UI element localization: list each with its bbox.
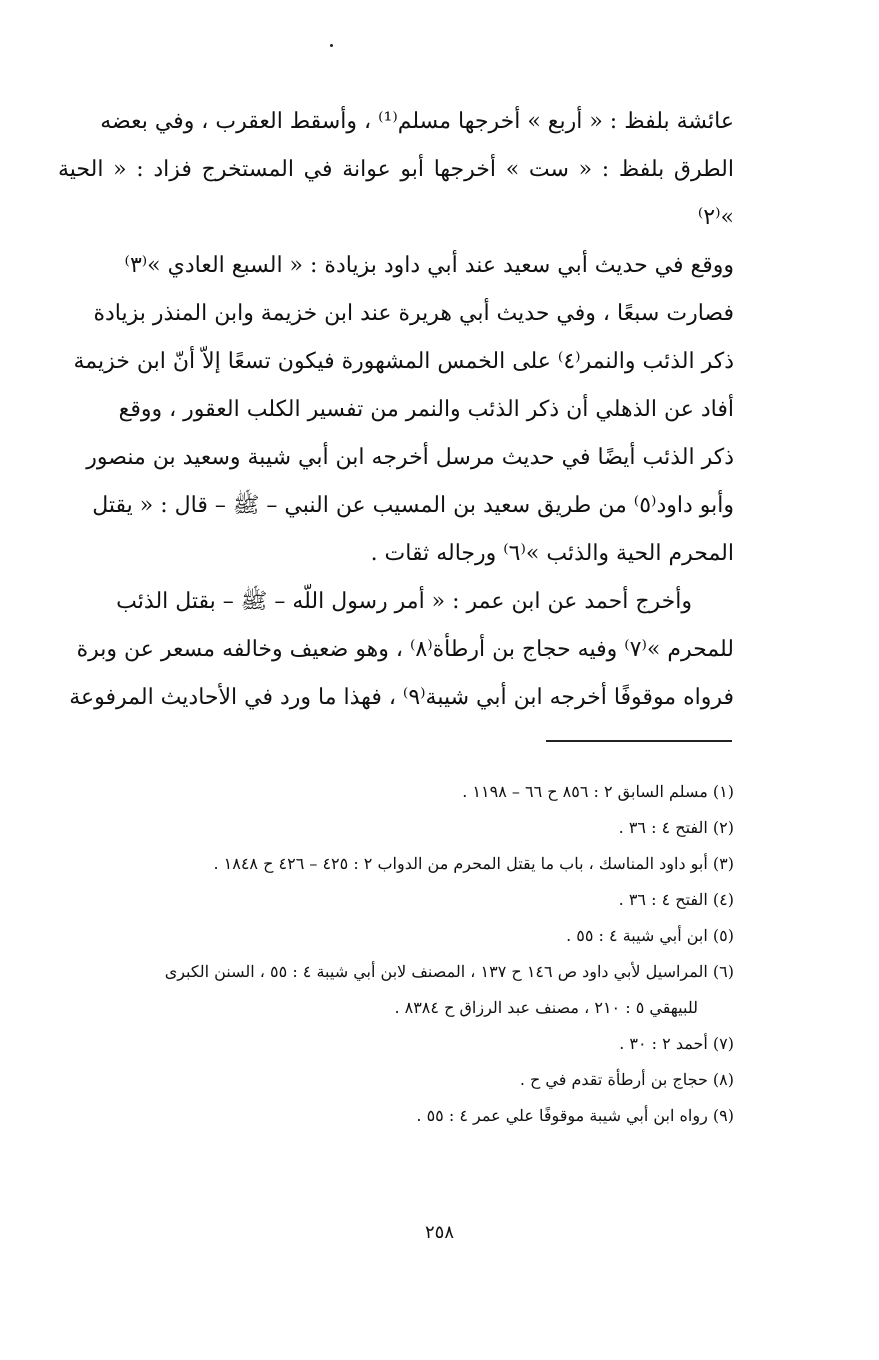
footnote: (٤) الفتح ٤ : ٣٦ . xyxy=(618,890,734,909)
footnote: (٣) أبو داود المناسك ، باب ما يقتل المحرم من الدواب ٢ : ٤٢٥ – ٤٢٦ ح ١٨٤٨ . xyxy=(213,854,734,873)
footnote: (٧) أحمد ٢ : ٣٠ . xyxy=(619,1034,734,1053)
footnote-continuation: للبيهقي ٥ : ٢١٠ ، مصنف عبد الرزاق ح ٨٣٨٤ . xyxy=(394,998,698,1017)
paragraph-line: وأخرج أحمد عن ابن عمر : « أمر رسول اللّه – ﷺ – بقتل الذئب xyxy=(116,589,692,614)
body-line: وأبو داود⁽٥⁾ من طريق سعيد بن المسيب عن النبي – ﷺ – قال : « يقتل xyxy=(92,493,734,518)
page-number: ٢٥٨ xyxy=(424,1222,454,1243)
body-line: المحرم الحية والذئب »⁽٦⁾ ورجاله ثقات . xyxy=(370,541,734,566)
body-line: أفاد عن الذهلي أن ذكر الذئب والنمر من تفسير الكلب العقور ، ووقع xyxy=(118,397,734,422)
footnote: (١) مسلم السابق ٢ : ٨٥٦ ح ٦٦ – ١١٩٨ . xyxy=(462,782,734,801)
body-line: ذكر الذئب أيضًا في حديث مرسل أخرجه ابن أبي شيبة وسعيد بن منصور xyxy=(86,445,734,470)
footnote: (٦) المراسيل لأبي داود ص ١٤٦ ح ١٣٧ ، المصنف لابن أبي شيبة ٤ : ٥٥ ، السنن الكبرى xyxy=(164,962,734,981)
body-line: فصارت سبعًا ، وفي حديث أبي هريرة عند ابن خزيمة وابن المنذر بزيادة xyxy=(93,301,734,326)
main-text xyxy=(58,98,734,722)
body-line: ذكر الذئب والنمر⁽٤⁾ على الخمس المشهورة فيكون تسعًا إلاّ أنّ ابن خزيمة xyxy=(73,349,734,374)
footnote: (٨) حجاج بن أرطأة تقدم في ح . xyxy=(519,1070,734,1089)
body-line: الطرق بلفظ : « ست » أخرجها أبو عوانة في المستخرج فزاد : « الحية »⁽٢⁾ xyxy=(58,157,734,230)
paragraph-line: فرواه موقوفًا أخرجه ابن أبي شيبة⁽٩⁾ ، فهذا ما ورد في الأحاديث المرفوعة xyxy=(69,685,734,710)
body-line: عائشة بلفظ : « أربع » أخرجها مسلم⁽¹⁾ ، وأسقط العقرب ، وفي بعضه xyxy=(100,109,734,134)
body-line: ووقع في حديث أبي سعيد عند أبي داود بزيادة : « السبع العادي »⁽٣⁾ xyxy=(124,253,734,278)
page-mark xyxy=(330,44,333,47)
footnote-divider xyxy=(546,740,732,742)
footnote: (٥) ابن أبي شيبة ٤ : ٥٥ . xyxy=(566,926,734,945)
footnotes xyxy=(48,774,734,1134)
footnote: (٢) الفتح ٤ : ٣٦ . xyxy=(618,818,734,837)
footnote: (٩) رواه ابن أبي شيبة موقوفًا علي عمر ٤ : ٥٥ . xyxy=(416,1106,734,1125)
paragraph-line: للمحرم »⁽٧⁾ وفيه حجاج بن أرطأة⁽٨⁾ ، وهو ضعيف وخالفه مسعر عن وبرة xyxy=(76,637,734,662)
